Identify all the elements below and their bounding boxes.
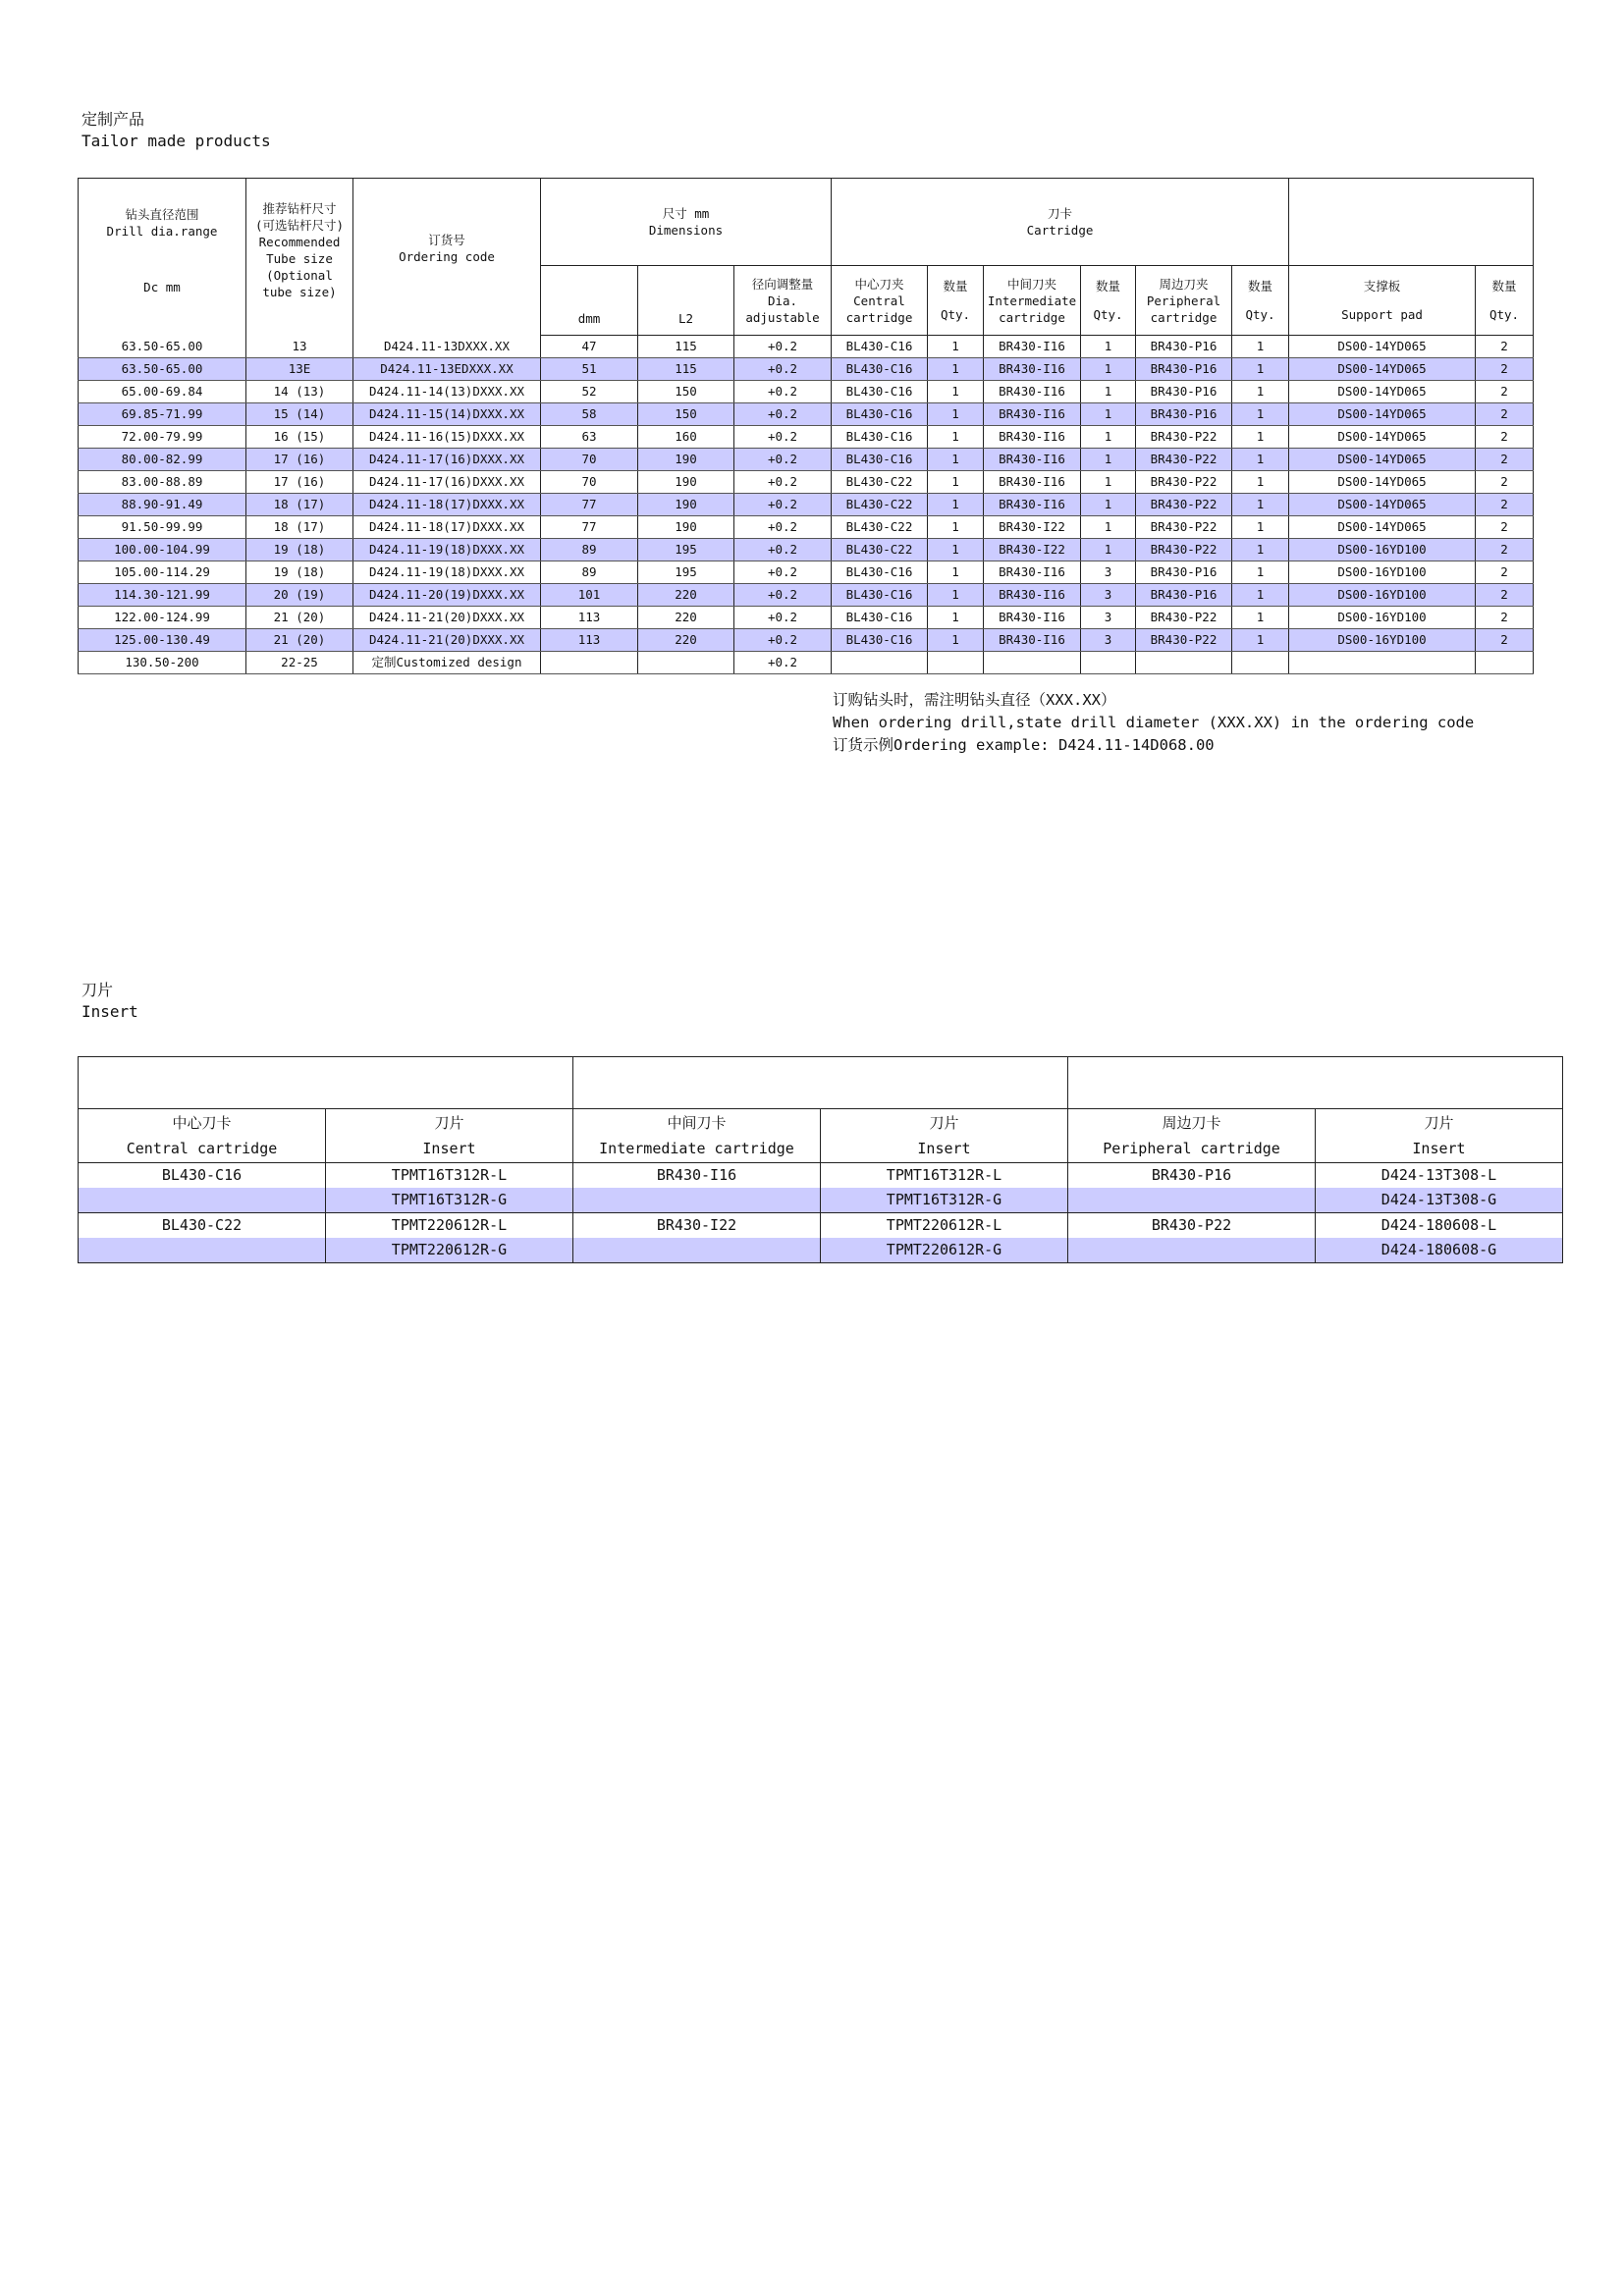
table-row <box>79 494 1534 516</box>
table-row <box>79 449 1534 471</box>
cell-dmm: 113 <box>541 629 638 652</box>
cell-central-cartridge: BL430-C16 <box>832 426 928 449</box>
cell-ordering-code: D424.11-20(19)DXXX.XX <box>353 584 541 607</box>
cell-dia-adjustable: +0.2 <box>734 381 832 403</box>
cell-support-pad: DS00-16YD100 <box>1289 539 1476 561</box>
note-example: 订货示例Ordering example: D424.11-14D068.00 <box>833 736 1215 754</box>
cell-peripheral-cartridge <box>1068 1188 1316 1213</box>
insert-header-insert-1: 刀片 Insert <box>326 1109 573 1163</box>
cell-dia-adjustable: +0.2 <box>734 539 832 561</box>
header-dimensions: 尺寸 mm Dimensions <box>541 179 832 266</box>
insert-table-header <box>79 1109 1563 1163</box>
cell-intermediate-cartridge: BR430-I16 <box>984 403 1081 426</box>
cell-ordering-code: D424.11-18(17)DXXX.XX <box>353 516 541 539</box>
header-qty-peripheral: 数量 Qty. <box>1232 266 1289 336</box>
cell-tube-size: 20 (19) <box>246 584 353 607</box>
cell-peripheral-qty: 1 <box>1232 449 1289 471</box>
cell-drill-range: 105.00-114.29 <box>79 561 246 584</box>
cell-dia-adjustable: +0.2 <box>734 449 832 471</box>
cell-dmm: 63 <box>541 426 638 449</box>
cell-intermediate-qty: 1 <box>1081 336 1136 358</box>
cell-support-pad: DS00-14YD065 <box>1289 336 1476 358</box>
cell-intermediate-qty: 3 <box>1081 584 1136 607</box>
cell-support-qty: 2 <box>1476 561 1534 584</box>
cell-peripheral-qty: 1 <box>1232 358 1289 381</box>
cell-intermediate-qty: 1 <box>1081 471 1136 494</box>
cell-support-pad: DS00-14YD065 <box>1289 449 1476 471</box>
table-row <box>79 652 1534 674</box>
header-cartridge: 刀卡 Cartridge <box>832 179 1289 266</box>
cell-intermediate-cartridge: BR430-I16 <box>573 1163 821 1189</box>
insert-header-insert-3: 刀片 Insert <box>1316 1109 1563 1163</box>
table-row <box>79 426 1534 449</box>
cell-intermediate-cartridge: BR430-I16 <box>984 358 1081 381</box>
tailor-made-products-table <box>78 178 1534 674</box>
cell-support-qty: 2 <box>1476 494 1534 516</box>
cell-dia-adjustable: +0.2 <box>734 494 832 516</box>
cell-tube-size: 15 (14) <box>246 403 353 426</box>
cell-support-pad: DS00-14YD065 <box>1289 403 1476 426</box>
cell-support-pad: DS00-14YD065 <box>1289 426 1476 449</box>
cell-l2: 115 <box>638 358 734 381</box>
cell-tube-size: 17 (16) <box>246 449 353 471</box>
cell-peripheral-qty: 1 <box>1232 471 1289 494</box>
cell-dia-adjustable: +0.2 <box>734 652 832 674</box>
cell-dmm: 70 <box>541 449 638 471</box>
cell-ordering-code: D424.11-17(16)DXXX.XX <box>353 471 541 494</box>
cell-central-cartridge: BL430-C22 <box>832 539 928 561</box>
insert-title-en: Insert <box>81 1002 138 1021</box>
cell-intermediate-qty: 3 <box>1081 607 1136 629</box>
insert-title-cn: 刀片 <box>81 981 114 999</box>
cell-intermediate-qty: 1 <box>1081 494 1136 516</box>
table-row <box>79 336 1534 358</box>
cell-intermediate-insert: TPMT16T312R-L <box>821 1163 1068 1189</box>
cell-central-qty: 1 <box>928 358 984 381</box>
cell-support-qty <box>1476 652 1534 674</box>
insert-header-intermediate: 中间刀卡 Intermediate cartridge <box>573 1109 821 1163</box>
cell-peripheral-cartridge: BR430-P22 <box>1136 607 1232 629</box>
cell-tube-size: 14 (13) <box>246 381 353 403</box>
insert-section-title <box>81 980 138 1023</box>
cell-peripheral-qty: 1 <box>1232 539 1289 561</box>
cell-support-pad: DS00-16YD100 <box>1289 607 1476 629</box>
cell-intermediate-cartridge: BR430-I22 <box>573 1213 821 1239</box>
cell-peripheral-cartridge: BR430-P22 <box>1136 629 1232 652</box>
cell-drill-range: 83.00-88.89 <box>79 471 246 494</box>
cell-central-insert: TPMT16T312R-G <box>326 1188 573 1213</box>
cell-support-qty: 2 <box>1476 336 1534 358</box>
cell-peripheral-cartridge: BR430-P22 <box>1136 494 1232 516</box>
cell-central-qty: 1 <box>928 516 984 539</box>
cell-dmm: 47 <box>541 336 638 358</box>
cell-peripheral-cartridge: BR430-P16 <box>1136 381 1232 403</box>
cell-ordering-code: D424.11-16(15)DXXX.XX <box>353 426 541 449</box>
cell-peripheral-cartridge: BR430-P16 <box>1136 561 1232 584</box>
insert-table-body <box>79 1163 1563 1263</box>
header-dia-adjustable: 径向调整量 Dia. adjustable <box>734 266 832 336</box>
cell-peripheral-qty: 1 <box>1232 516 1289 539</box>
cell-l2: 115 <box>638 336 734 358</box>
cell-support-pad <box>1289 652 1476 674</box>
cell-dia-adjustable: +0.2 <box>734 358 832 381</box>
cell-drill-range: 63.50-65.00 <box>79 358 246 381</box>
cell-intermediate-cartridge: BR430-I16 <box>984 336 1081 358</box>
cell-dia-adjustable: +0.2 <box>734 561 832 584</box>
cell-drill-range: 72.00-79.99 <box>79 426 246 449</box>
cell-support-qty: 2 <box>1476 584 1534 607</box>
cell-intermediate-insert: TPMT220612R-L <box>821 1213 1068 1239</box>
cell-central-cartridge: BL430-C16 <box>832 607 928 629</box>
cell-drill-range: 65.00-69.84 <box>79 381 246 403</box>
cell-peripheral-qty: 1 <box>1232 607 1289 629</box>
cell-l2: 190 <box>638 516 734 539</box>
cell-dmm: 77 <box>541 494 638 516</box>
cell-central-cartridge: BL430-C16 <box>832 336 928 358</box>
cell-support-qty: 2 <box>1476 471 1534 494</box>
header-central-cartridge: 中心刀夹 Central cartridge <box>832 266 928 336</box>
cell-tube-size: 18 (17) <box>246 516 353 539</box>
cell-ordering-code: 定制Customized design <box>353 652 541 674</box>
cell-dmm: 113 <box>541 607 638 629</box>
cell-intermediate-cartridge <box>573 1238 821 1263</box>
cell-central-insert: TPMT16T312R-L <box>326 1163 573 1189</box>
cell-drill-range: 88.90-91.49 <box>79 494 246 516</box>
cell-ordering-code: D424.11-21(20)DXXX.XX <box>353 607 541 629</box>
cell-intermediate-cartridge: BR430-I16 <box>984 381 1081 403</box>
cell-l2: 160 <box>638 426 734 449</box>
cell-support-pad: DS00-14YD065 <box>1289 358 1476 381</box>
table-row <box>79 1213 1563 1239</box>
cell-dia-adjustable: +0.2 <box>734 607 832 629</box>
header-support-pad: 支撑板 Support pad <box>1289 266 1476 336</box>
cell-tube-size: 21 (20) <box>246 629 353 652</box>
cell-l2: 220 <box>638 629 734 652</box>
cell-support-pad: DS00-16YD100 <box>1289 629 1476 652</box>
cell-tube-size: 19 (18) <box>246 561 353 584</box>
cell-l2: 195 <box>638 539 734 561</box>
cell-central-cartridge: BL430-C16 <box>832 358 928 381</box>
cell-tube-size: 22-25 <box>246 652 353 674</box>
cell-intermediate-qty: 3 <box>1081 629 1136 652</box>
table-row <box>79 629 1534 652</box>
cell-central-cartridge: BL430-C16 <box>79 1163 326 1189</box>
cell-intermediate-cartridge: BR430-I16 <box>984 426 1081 449</box>
cell-central-cartridge: BL430-C16 <box>832 561 928 584</box>
cell-ordering-code: D424.11-18(17)DXXX.XX <box>353 494 541 516</box>
header-intermediate-cartridge: 中间刀夹 Intermediate cartridge <box>984 266 1081 336</box>
cell-dia-adjustable: +0.2 <box>734 336 832 358</box>
insert-header-peripheral: 周边刀卡 Peripheral cartridge <box>1068 1109 1316 1163</box>
cell-dia-adjustable: +0.2 <box>734 403 832 426</box>
cell-central-insert: TPMT220612R-G <box>326 1238 573 1263</box>
cell-support-qty: 2 <box>1476 449 1534 471</box>
products-section-title <box>81 109 271 152</box>
cell-central-qty: 1 <box>928 449 984 471</box>
cell-dmm: 58 <box>541 403 638 426</box>
cell-support-pad: DS00-16YD100 <box>1289 584 1476 607</box>
cell-central-cartridge: BL430-C16 <box>832 381 928 403</box>
cell-peripheral-cartridge: BR430-P22 <box>1136 471 1232 494</box>
cell-central-qty: 1 <box>928 403 984 426</box>
cell-central-qty: 1 <box>928 584 984 607</box>
cell-tube-size: 13 <box>246 336 353 358</box>
cell-dmm: 89 <box>541 561 638 584</box>
cell-intermediate-cartridge: BR430-I16 <box>984 449 1081 471</box>
cell-drill-range: 125.00-130.49 <box>79 629 246 652</box>
cell-central-qty: 1 <box>928 539 984 561</box>
cell-dmm: 51 <box>541 358 638 381</box>
cell-central-cartridge <box>832 652 928 674</box>
cell-peripheral-cartridge: BR430-P22 <box>1136 426 1232 449</box>
cell-intermediate-qty: 1 <box>1081 358 1136 381</box>
cell-ordering-code: D424.11-14(13)DXXX.XX <box>353 381 541 403</box>
cell-drill-range: 114.30-121.99 <box>79 584 246 607</box>
cell-drill-range: 63.50-65.00 <box>79 336 246 358</box>
cell-support-qty: 2 <box>1476 403 1534 426</box>
products-table-body <box>79 336 1534 674</box>
cell-intermediate-cartridge: BR430-I22 <box>984 539 1081 561</box>
cell-l2 <box>638 652 734 674</box>
cell-central-qty: 1 <box>928 471 984 494</box>
cell-peripheral-insert: D424-13T308-L <box>1316 1163 1563 1189</box>
cell-peripheral-cartridge <box>1136 652 1232 674</box>
cell-peripheral-qty: 1 <box>1232 336 1289 358</box>
cell-central-qty: 1 <box>928 494 984 516</box>
cell-peripheral-cartridge: BR430-P16 <box>1136 584 1232 607</box>
cell-intermediate-qty: 1 <box>1081 403 1136 426</box>
table-row <box>79 1238 1563 1263</box>
cell-peripheral-qty: 1 <box>1232 426 1289 449</box>
cell-intermediate-cartridge <box>984 652 1081 674</box>
insert-header-central: 中心刀卡 Central cartridge <box>79 1109 326 1163</box>
products-title-cn: 定制产品 <box>81 110 145 129</box>
cell-peripheral-cartridge: BR430-P22 <box>1136 516 1232 539</box>
cell-peripheral-qty: 1 <box>1232 629 1289 652</box>
cell-intermediate-insert: TPMT16T312R-G <box>821 1188 1068 1213</box>
cell-drill-range: 100.00-104.99 <box>79 539 246 561</box>
cell-support-qty: 2 <box>1476 381 1534 403</box>
table-row <box>79 584 1534 607</box>
cell-l2: 195 <box>638 561 734 584</box>
header-dmm: dmm <box>541 266 638 336</box>
insert-header-insert-2: 刀片 Insert <box>821 1109 1068 1163</box>
header-l2: L2 <box>638 266 734 336</box>
cell-support-qty: 2 <box>1476 516 1534 539</box>
cell-intermediate-qty: 1 <box>1081 539 1136 561</box>
cell-intermediate-cartridge: BR430-I16 <box>984 494 1081 516</box>
cell-support-qty: 2 <box>1476 539 1534 561</box>
cell-dia-adjustable: +0.2 <box>734 584 832 607</box>
cell-intermediate-cartridge: BR430-I16 <box>984 471 1081 494</box>
cell-dmm: 52 <box>541 381 638 403</box>
cell-intermediate-cartridge: BR430-I16 <box>984 561 1081 584</box>
header-tube-size: 推荐钻杆尺寸 (可选钻杆尺寸) Recommended Tube size (Optional tube size) <box>246 179 353 336</box>
cell-l2: 220 <box>638 607 734 629</box>
cell-support-qty: 2 <box>1476 607 1534 629</box>
cell-central-cartridge: BL430-C16 <box>832 403 928 426</box>
cell-central-cartridge <box>79 1188 326 1213</box>
cell-central-qty: 1 <box>928 426 984 449</box>
cell-central-qty <box>928 652 984 674</box>
cell-ordering-code: D424.11-13DXXX.XX <box>353 336 541 358</box>
cell-central-qty: 1 <box>928 336 984 358</box>
cell-support-pad: DS00-14YD065 <box>1289 494 1476 516</box>
cell-support-pad: DS00-14YD065 <box>1289 471 1476 494</box>
cell-peripheral-qty: 1 <box>1232 561 1289 584</box>
cell-ordering-code: D424.11-15(14)DXXX.XX <box>353 403 541 426</box>
cell-peripheral-insert: D424-180608-G <box>1316 1238 1563 1263</box>
cell-peripheral-qty: 1 <box>1232 403 1289 426</box>
cell-l2: 190 <box>638 449 734 471</box>
cell-intermediate-cartridge: BR430-I16 <box>984 629 1081 652</box>
cell-ordering-code: D424.11-21(20)DXXX.XX <box>353 629 541 652</box>
table-row <box>79 1163 1563 1189</box>
cell-support-pad: DS00-14YD065 <box>1289 381 1476 403</box>
cell-intermediate-cartridge: BR430-I22 <box>984 516 1081 539</box>
cell-central-cartridge: BL430-C16 <box>832 584 928 607</box>
cell-dia-adjustable: +0.2 <box>734 426 832 449</box>
insert-table-top-band <box>79 1057 1563 1109</box>
cell-peripheral-cartridge: BR430-P22 <box>1068 1213 1316 1239</box>
insert-table <box>78 1056 1563 1263</box>
cell-l2: 220 <box>638 584 734 607</box>
cell-l2: 190 <box>638 494 734 516</box>
cell-drill-range: 130.50-200 <box>79 652 246 674</box>
cell-intermediate-qty <box>1081 652 1136 674</box>
cell-central-qty: 1 <box>928 629 984 652</box>
cell-central-cartridge: BL430-C22 <box>832 494 928 516</box>
ordering-note <box>833 689 1474 757</box>
cell-ordering-code: D424.11-13EDXXX.XX <box>353 358 541 381</box>
cell-peripheral-cartridge: BR430-P16 <box>1136 358 1232 381</box>
cell-peripheral-qty: 1 <box>1232 381 1289 403</box>
cell-dmm: 89 <box>541 539 638 561</box>
cell-intermediate-qty: 1 <box>1081 381 1136 403</box>
cell-tube-size: 17 (16) <box>246 471 353 494</box>
cell-l2: 150 <box>638 403 734 426</box>
header-peripheral-cartridge: 周边刀夹 Peripheral cartridge <box>1136 266 1232 336</box>
table-row <box>79 1188 1563 1213</box>
cell-tube-size: 18 (17) <box>246 494 353 516</box>
cell-drill-range: 122.00-124.99 <box>79 607 246 629</box>
cell-intermediate-insert: TPMT220612R-G <box>821 1238 1068 1263</box>
cell-intermediate-qty: 1 <box>1081 516 1136 539</box>
cell-peripheral-insert: D424-180608-L <box>1316 1213 1563 1239</box>
cell-intermediate-cartridge <box>573 1188 821 1213</box>
table-row <box>79 516 1534 539</box>
table-row <box>79 381 1534 403</box>
cell-intermediate-cartridge: BR430-I16 <box>984 584 1081 607</box>
cell-peripheral-cartridge: BR430-P16 <box>1068 1163 1316 1189</box>
cell-support-pad: DS00-16YD100 <box>1289 561 1476 584</box>
table-row <box>79 561 1534 584</box>
cell-support-qty: 2 <box>1476 629 1534 652</box>
cell-drill-range: 80.00-82.99 <box>79 449 246 471</box>
cell-central-qty: 1 <box>928 381 984 403</box>
table-row <box>79 471 1534 494</box>
cell-support-pad: DS00-14YD065 <box>1289 516 1476 539</box>
cell-l2: 190 <box>638 471 734 494</box>
cell-dmm: 77 <box>541 516 638 539</box>
cell-support-qty: 2 <box>1476 358 1534 381</box>
cell-peripheral-cartridge: BR430-P22 <box>1136 539 1232 561</box>
cell-central-qty: 1 <box>928 561 984 584</box>
cell-central-cartridge: BL430-C16 <box>832 449 928 471</box>
cell-peripheral-cartridge: BR430-P16 <box>1136 336 1232 358</box>
header-support-blank <box>1289 179 1534 266</box>
cell-tube-size: 21 (20) <box>246 607 353 629</box>
header-qty-support: 数量 Qty. <box>1476 266 1534 336</box>
cell-intermediate-qty: 1 <box>1081 449 1136 471</box>
cell-central-cartridge: BL430-C22 <box>832 516 928 539</box>
cell-tube-size: 19 (18) <box>246 539 353 561</box>
cell-drill-range: 69.85-71.99 <box>79 403 246 426</box>
header-ordering-code: 订货号 Ordering code <box>353 179 541 336</box>
cell-support-qty: 2 <box>1476 426 1534 449</box>
cell-dmm: 101 <box>541 584 638 607</box>
cell-peripheral-cartridge: BR430-P16 <box>1136 403 1232 426</box>
cell-ordering-code: D424.11-19(18)DXXX.XX <box>353 561 541 584</box>
cell-peripheral-cartridge <box>1068 1238 1316 1263</box>
cell-dia-adjustable: +0.2 <box>734 516 832 539</box>
cell-central-insert: TPMT220612R-L <box>326 1213 573 1239</box>
products-title-en: Tailor made products <box>81 132 271 150</box>
note-line-en: When ordering drill,state drill diameter (XXX.XX) in the ordering code <box>833 714 1475 731</box>
cell-intermediate-cartridge: BR430-I16 <box>984 607 1081 629</box>
cell-peripheral-qty <box>1232 652 1289 674</box>
cell-central-cartridge <box>79 1238 326 1263</box>
table-row <box>79 607 1534 629</box>
cell-peripheral-cartridge: BR430-P22 <box>1136 449 1232 471</box>
cell-intermediate-qty: 1 <box>1081 426 1136 449</box>
cell-central-cartridge: BL430-C22 <box>79 1213 326 1239</box>
cell-dia-adjustable: +0.2 <box>734 629 832 652</box>
table-row <box>79 539 1534 561</box>
header-qty-intermediate: 数量 Qty. <box>1081 266 1136 336</box>
cell-ordering-code: D424.11-17(16)DXXX.XX <box>353 449 541 471</box>
cell-ordering-code: D424.11-19(18)DXXX.XX <box>353 539 541 561</box>
cell-dia-adjustable: +0.2 <box>734 471 832 494</box>
cell-peripheral-qty: 1 <box>1232 584 1289 607</box>
cell-tube-size: 16 (15) <box>246 426 353 449</box>
header-qty-central: 数量 Qty. <box>928 266 984 336</box>
cell-dmm <box>541 652 638 674</box>
cell-tube-size: 13E <box>246 358 353 381</box>
table-row <box>79 358 1534 381</box>
cell-intermediate-qty: 3 <box>1081 561 1136 584</box>
cell-l2: 150 <box>638 381 734 403</box>
cell-drill-range: 91.50-99.99 <box>79 516 246 539</box>
cell-peripheral-insert: D424-13T308-G <box>1316 1188 1563 1213</box>
cell-peripheral-qty: 1 <box>1232 494 1289 516</box>
cell-dmm: 70 <box>541 471 638 494</box>
note-line-cn: 订购钻头时，需注明钻头直径（XXX.XX） <box>833 691 1116 709</box>
cell-central-cartridge: BL430-C22 <box>832 471 928 494</box>
cell-central-cartridge: BL430-C16 <box>832 629 928 652</box>
table-row <box>79 403 1534 426</box>
cell-central-qty: 1 <box>928 607 984 629</box>
header-drill-range: 钻头直径范围 Drill dia.range Dc mm <box>79 179 246 336</box>
